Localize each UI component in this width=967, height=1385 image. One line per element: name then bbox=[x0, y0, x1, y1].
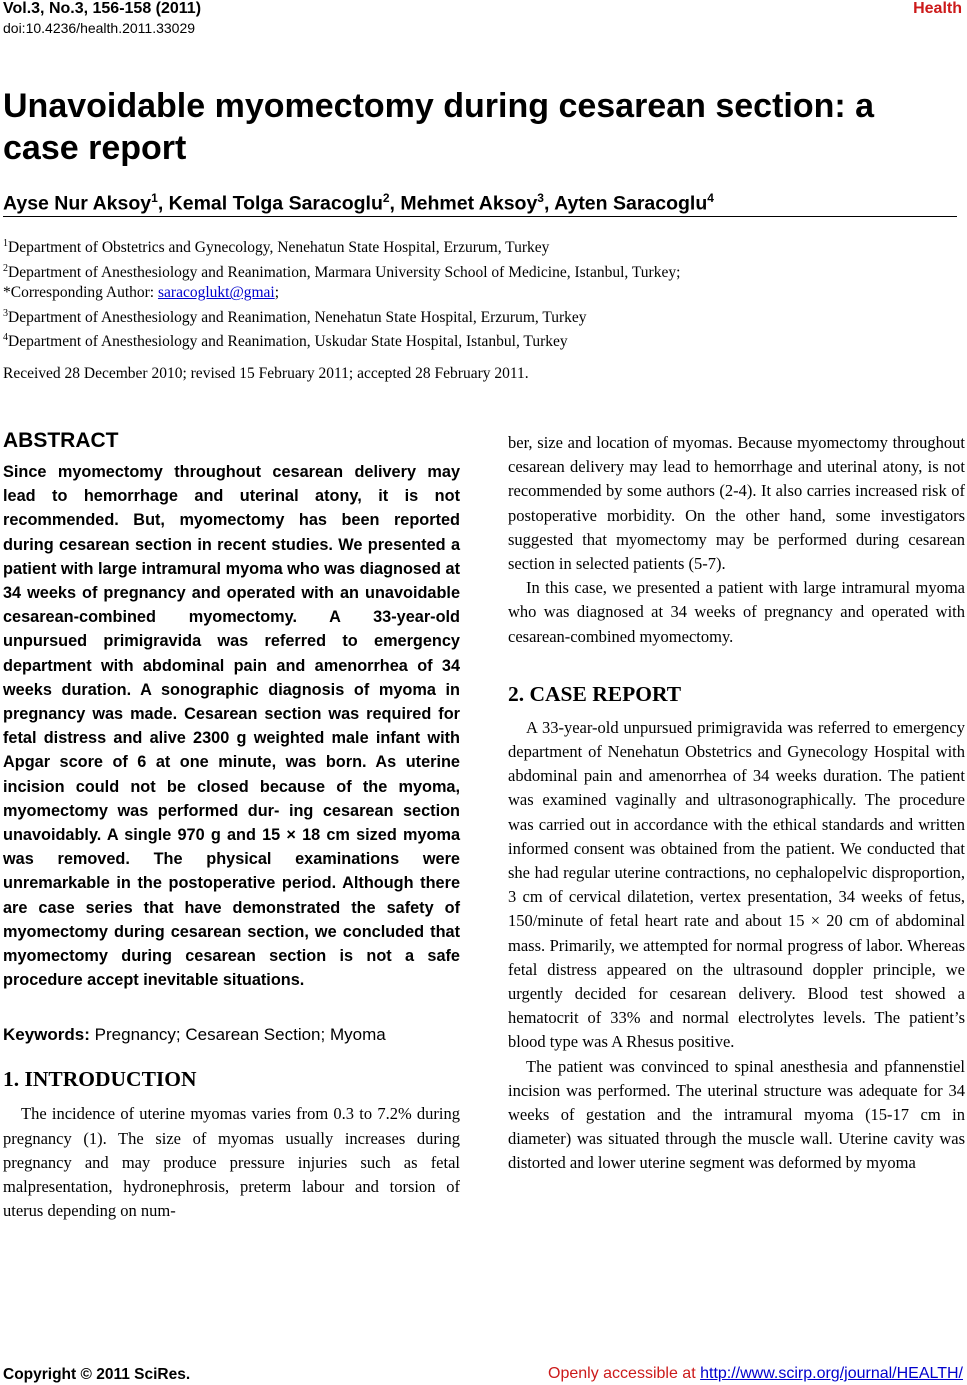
footer-access-label: Openly accessible at bbox=[548, 1365, 701, 1382]
abstract-heading: ABSTRACT bbox=[3, 429, 119, 452]
affiliation-4 bbox=[3, 328, 680, 353]
author-separator: , bbox=[543, 192, 555, 215]
left-column bbox=[3, 426, 460, 1223]
corresponding-author bbox=[3, 283, 680, 304]
case-report-paragraph: A 33-year-old unpursued primigravida was referred to emergency department of Nenehatun Obstetrics and Gynecology Hospital with abdominal pain and amenorrhea of 34 weeks duration. The patient was examined vaginally and ultrasonographically. The procedure was carried out in accordance with the ethical standards and written informed consent was obtained from the patient. We conducted that she had regular uterine contractions, no cephalopelvic disproportion, 3 cm of cervical dilatetion, vertex presentation, 34 weeks of fetus, 150/minute of fetal heart rate and about 15 × 20 cm of abdominal mass. Primarily, we attempted for normal progress of labor. Whereas fetal distress appeared on the ultrasound doppler principle, we urgently decided for cesarean delivery. Blood test showed a hematocrit of 33% and normal electrolytes levels. The patient’s blood type was A Rhesus positive. bbox=[508, 717, 965, 1052]
author-affiliation-mark: 3 bbox=[537, 191, 544, 205]
affiliations bbox=[3, 234, 680, 353]
introduction-paragraph: In this case, we presented a patient with large intramural myoma who was diagnosed at 34 weeks of pregnancy and operated with cesarean-combined myomectomy. bbox=[508, 578, 965, 646]
author-affiliation-mark: 2 bbox=[382, 191, 390, 205]
author-affiliation-mark: 1 bbox=[151, 191, 158, 205]
author-separator: , bbox=[389, 192, 401, 215]
affiliation-mark: 2 bbox=[3, 262, 8, 274]
journal-section: Health bbox=[913, 0, 962, 17]
affiliation-2 bbox=[3, 259, 680, 284]
corresponding-email-link[interactable]: saracoglukt@gmai bbox=[158, 284, 275, 302]
affiliation-text: Department of Anesthesiology and Reanimation, Uskudar State Hospital, Istanbul, Turkey bbox=[8, 333, 568, 351]
affiliation-1 bbox=[3, 234, 680, 259]
footer-copyright: Copyright © 2011 SciRes. bbox=[3, 1366, 191, 1383]
affiliation-text: Department of Anesthesiology and Reanimation, Marmara University School of Medicine, Istanbul, Turkey; bbox=[8, 263, 681, 281]
author-list bbox=[3, 191, 714, 216]
received-dates: Received 28 December 2010; revised 15 February 2011; accepted 28 February 2011. bbox=[3, 365, 529, 382]
keywords-label: Keywords: bbox=[3, 1025, 90, 1045]
case-report-paragraph: The patient was convinced to spinal anesthesia and pfannenstiel incision was performed. The uterinal structure was adequate for 34 weeks of gestation and the intramural myoma (15-17 cm in diameter) was situated through the muscle wall. Uterine cavity was distorted and lower uterine segment was deformed by myoma bbox=[508, 1056, 965, 1173]
journal-url-link[interactable]: http://www.scirp.org/journal/HEALTH/ bbox=[700, 1365, 963, 1382]
journal-citation: Vol.3, No.3, 156-158 (2011) bbox=[3, 0, 202, 17]
affiliation-mark: 4 bbox=[3, 332, 8, 344]
author-affiliation-mark: 4 bbox=[707, 191, 714, 205]
abstract-text: Since myomectomy throughout cesarean delivery may lead to hemorrhage and uterinal atony, it is not recommended. But, myomectomy has been reported during cesarean section in recent studies. We presented a patient with large intramural myoma who was diagnosed at 34 weeks of pregnancy and operated with an unavoidable cesarean-combined myomectomy. A 33-year-old unpursued primigravida was referred to emergency department with abdominal pain and amenorrhea of 34 weeks duration. A sonographic diagnosis of myoma in pregnancy was made. Cesarean section was required for fetal distress and alive 2300 g weighted male infant with Apgar score of 6 at one minute, was born. As uterine incision could not be closed because of the myoma, myomectomy was performed dur- ing cesarean section unavoidably. A single 970 g and 15 × 18 cm sized myoma was removed. The physical examinations were unremarkable in the postoperative period. Although there are case series that have demonstrated the safety of myomectomy during cesarean section, we concluded that myomectomy during cesarean section is not a safe procedure accept inevitable situations. bbox=[3, 463, 460, 990]
affiliation-mark: 1 bbox=[3, 238, 8, 249]
introduction-paragraph-continued: ber, size and location of myomas. Because myomectomy throughout cesarean delivery may lead to hemorrhage and uterinal atony, is not recommended by some authors (2-4). It also carries increased risk of postoperative morbidity. On the other hand, some investigators suggested that myomectomy may be performed during cesarean section in selected patients (5-7). bbox=[508, 433, 965, 574]
title-divider bbox=[3, 216, 957, 217]
right-column bbox=[508, 431, 965, 1176]
introduction-paragraph: The incidence of uterine myomas varies from 0.3 to 7.2% during pregnancy (1). The size of myomas usually increases during pregnancy and may produce pressure injuries such as fetal malpresentation, hydronephrosis, preterm labour and torsion of uterus depending on num- bbox=[3, 1104, 460, 1221]
case-report-heading: 2. CASE REPORT bbox=[508, 681, 682, 706]
author-name: Kemal Tolga Saracoglu bbox=[168, 192, 383, 215]
affiliation-3 bbox=[3, 304, 680, 329]
author-name: Ayten Saracoglu bbox=[554, 192, 708, 215]
affiliation-text: Department of Anesthesiology and Reanimation, Nenehatun State Hospital, Erzurum, Turkey bbox=[8, 308, 587, 326]
doi: doi:10.4236/health.2011.33029 bbox=[3, 20, 196, 36]
keywords-text: Pregnancy; Cesarean Section; Myoma bbox=[94, 1025, 386, 1045]
introduction-heading: 1. INTRODUCTION bbox=[3, 1067, 197, 1092]
corresponding-label: *Corresponding Author: bbox=[3, 284, 158, 302]
author-separator: , bbox=[157, 192, 169, 215]
keywords bbox=[3, 1023, 460, 1047]
corresponding-suffix: ; bbox=[274, 284, 280, 302]
footer-access bbox=[548, 1365, 963, 1383]
author-name: Mehmet Aksoy bbox=[400, 192, 538, 215]
author-name: Ayse Nur Aksoy bbox=[3, 192, 152, 215]
affiliation-text: Department of Obstetrics and Gynecology, Nenehatun State Hospital, Erzurum, Turkey bbox=[8, 239, 550, 257]
paper-title: Unavoidable myomectomy during cesarean section: a case report bbox=[3, 87, 875, 167]
affiliation-mark: 3 bbox=[3, 307, 8, 319]
